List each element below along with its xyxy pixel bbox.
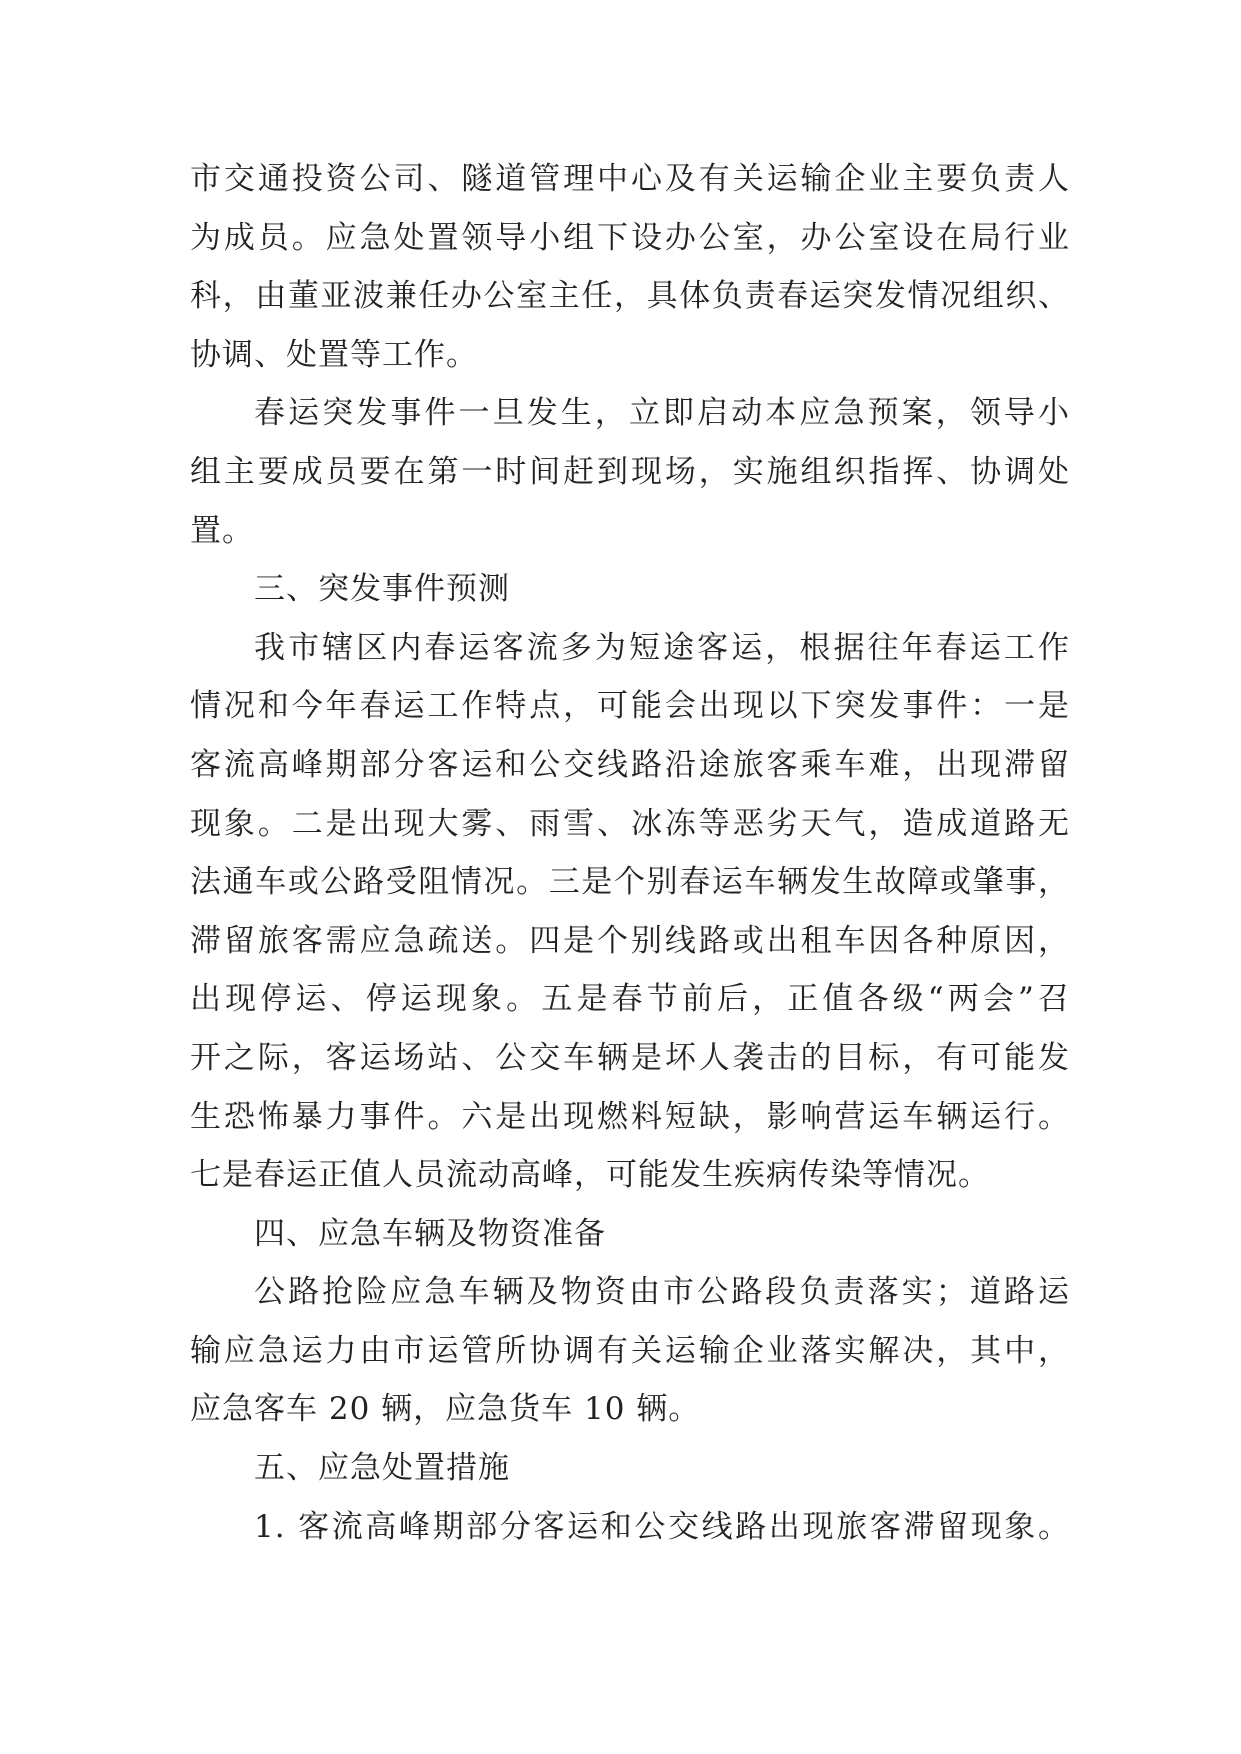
paragraph-line: 为成员。应急处置领导小组下设办公室，办公室设在局行业: [190, 219, 1070, 256]
section-heading: 四、应急车辆及物资准备: [254, 1215, 606, 1252]
document-body: [190, 150, 1070, 1556]
paragraph-line: 七是春运正值人员流动高峰，可能发生疾病传染等情况。: [190, 1157, 990, 1194]
paragraph-line: 客流高峰期部分客运和公交线路沿途旅客乘车难，出现滞留: [190, 746, 1070, 783]
paragraph-line: 应急客车 20 辆，应急货车 10 辆。: [190, 1391, 701, 1428]
paragraph-line: 生恐怖暴力事件。六是出现燃料短缺，影响营运车辆运行。: [190, 1098, 1070, 1135]
paragraph-line: 情况和今年春运工作特点，可能会出现以下突发事件：一是: [190, 688, 1070, 725]
paragraph-line: 组主要成员要在第一时间赶到现场，实施组织指挥、协调处: [190, 453, 1070, 490]
paragraph-line: 协调、处置等工作。: [190, 336, 478, 373]
paragraph-line: 我市辖区内春运客流多为短途客运，根据往年春运工作: [254, 629, 1070, 666]
list-item: 1. 客流高峰期部分客运和公交线路出现旅客滞留现象。: [254, 1508, 1070, 1545]
paragraph-line: 公路抢险应急车辆及物资由市公路段负责落实；道路运: [254, 1274, 1070, 1311]
paragraph-line: 春运突发事件一旦发生，立即启动本应急预案，领导小: [254, 395, 1070, 432]
paragraph-line: 出现停运、停运现象。五是春节前后，正值各级“两会”召: [190, 981, 1070, 1018]
paragraph-line: 置。: [190, 512, 254, 549]
paragraph-line: 现象。二是出现大雾、雨雪、冰冻等恶劣天气，造成道路无: [190, 805, 1070, 842]
paragraph-line: 法通车或公路受阻情况。三是个别春运车辆发生故障或肇事，: [190, 864, 1070, 901]
section-heading: 三、突发事件预测: [254, 571, 510, 608]
paragraph-line: 市交通投资公司、隧道管理中心及有关运输企业主要负责人: [190, 161, 1070, 197]
paragraph-line: 输应急运力由市运管所协调有关运输企业落实解决，其中，: [190, 1332, 1070, 1369]
section-heading: 五、应急处置措施: [254, 1450, 510, 1487]
paragraph-line: 科，由董亚波兼任办公室主任，具体负责春运突发情况组织、: [190, 278, 1070, 315]
paragraph-line: 开之际，客运场站、公交车辆是坏人袭击的目标，有可能发: [190, 1039, 1070, 1076]
paragraph-line: 滞留旅客需应急疏送。四是个别线路或出租车因各种原因，: [190, 922, 1070, 959]
